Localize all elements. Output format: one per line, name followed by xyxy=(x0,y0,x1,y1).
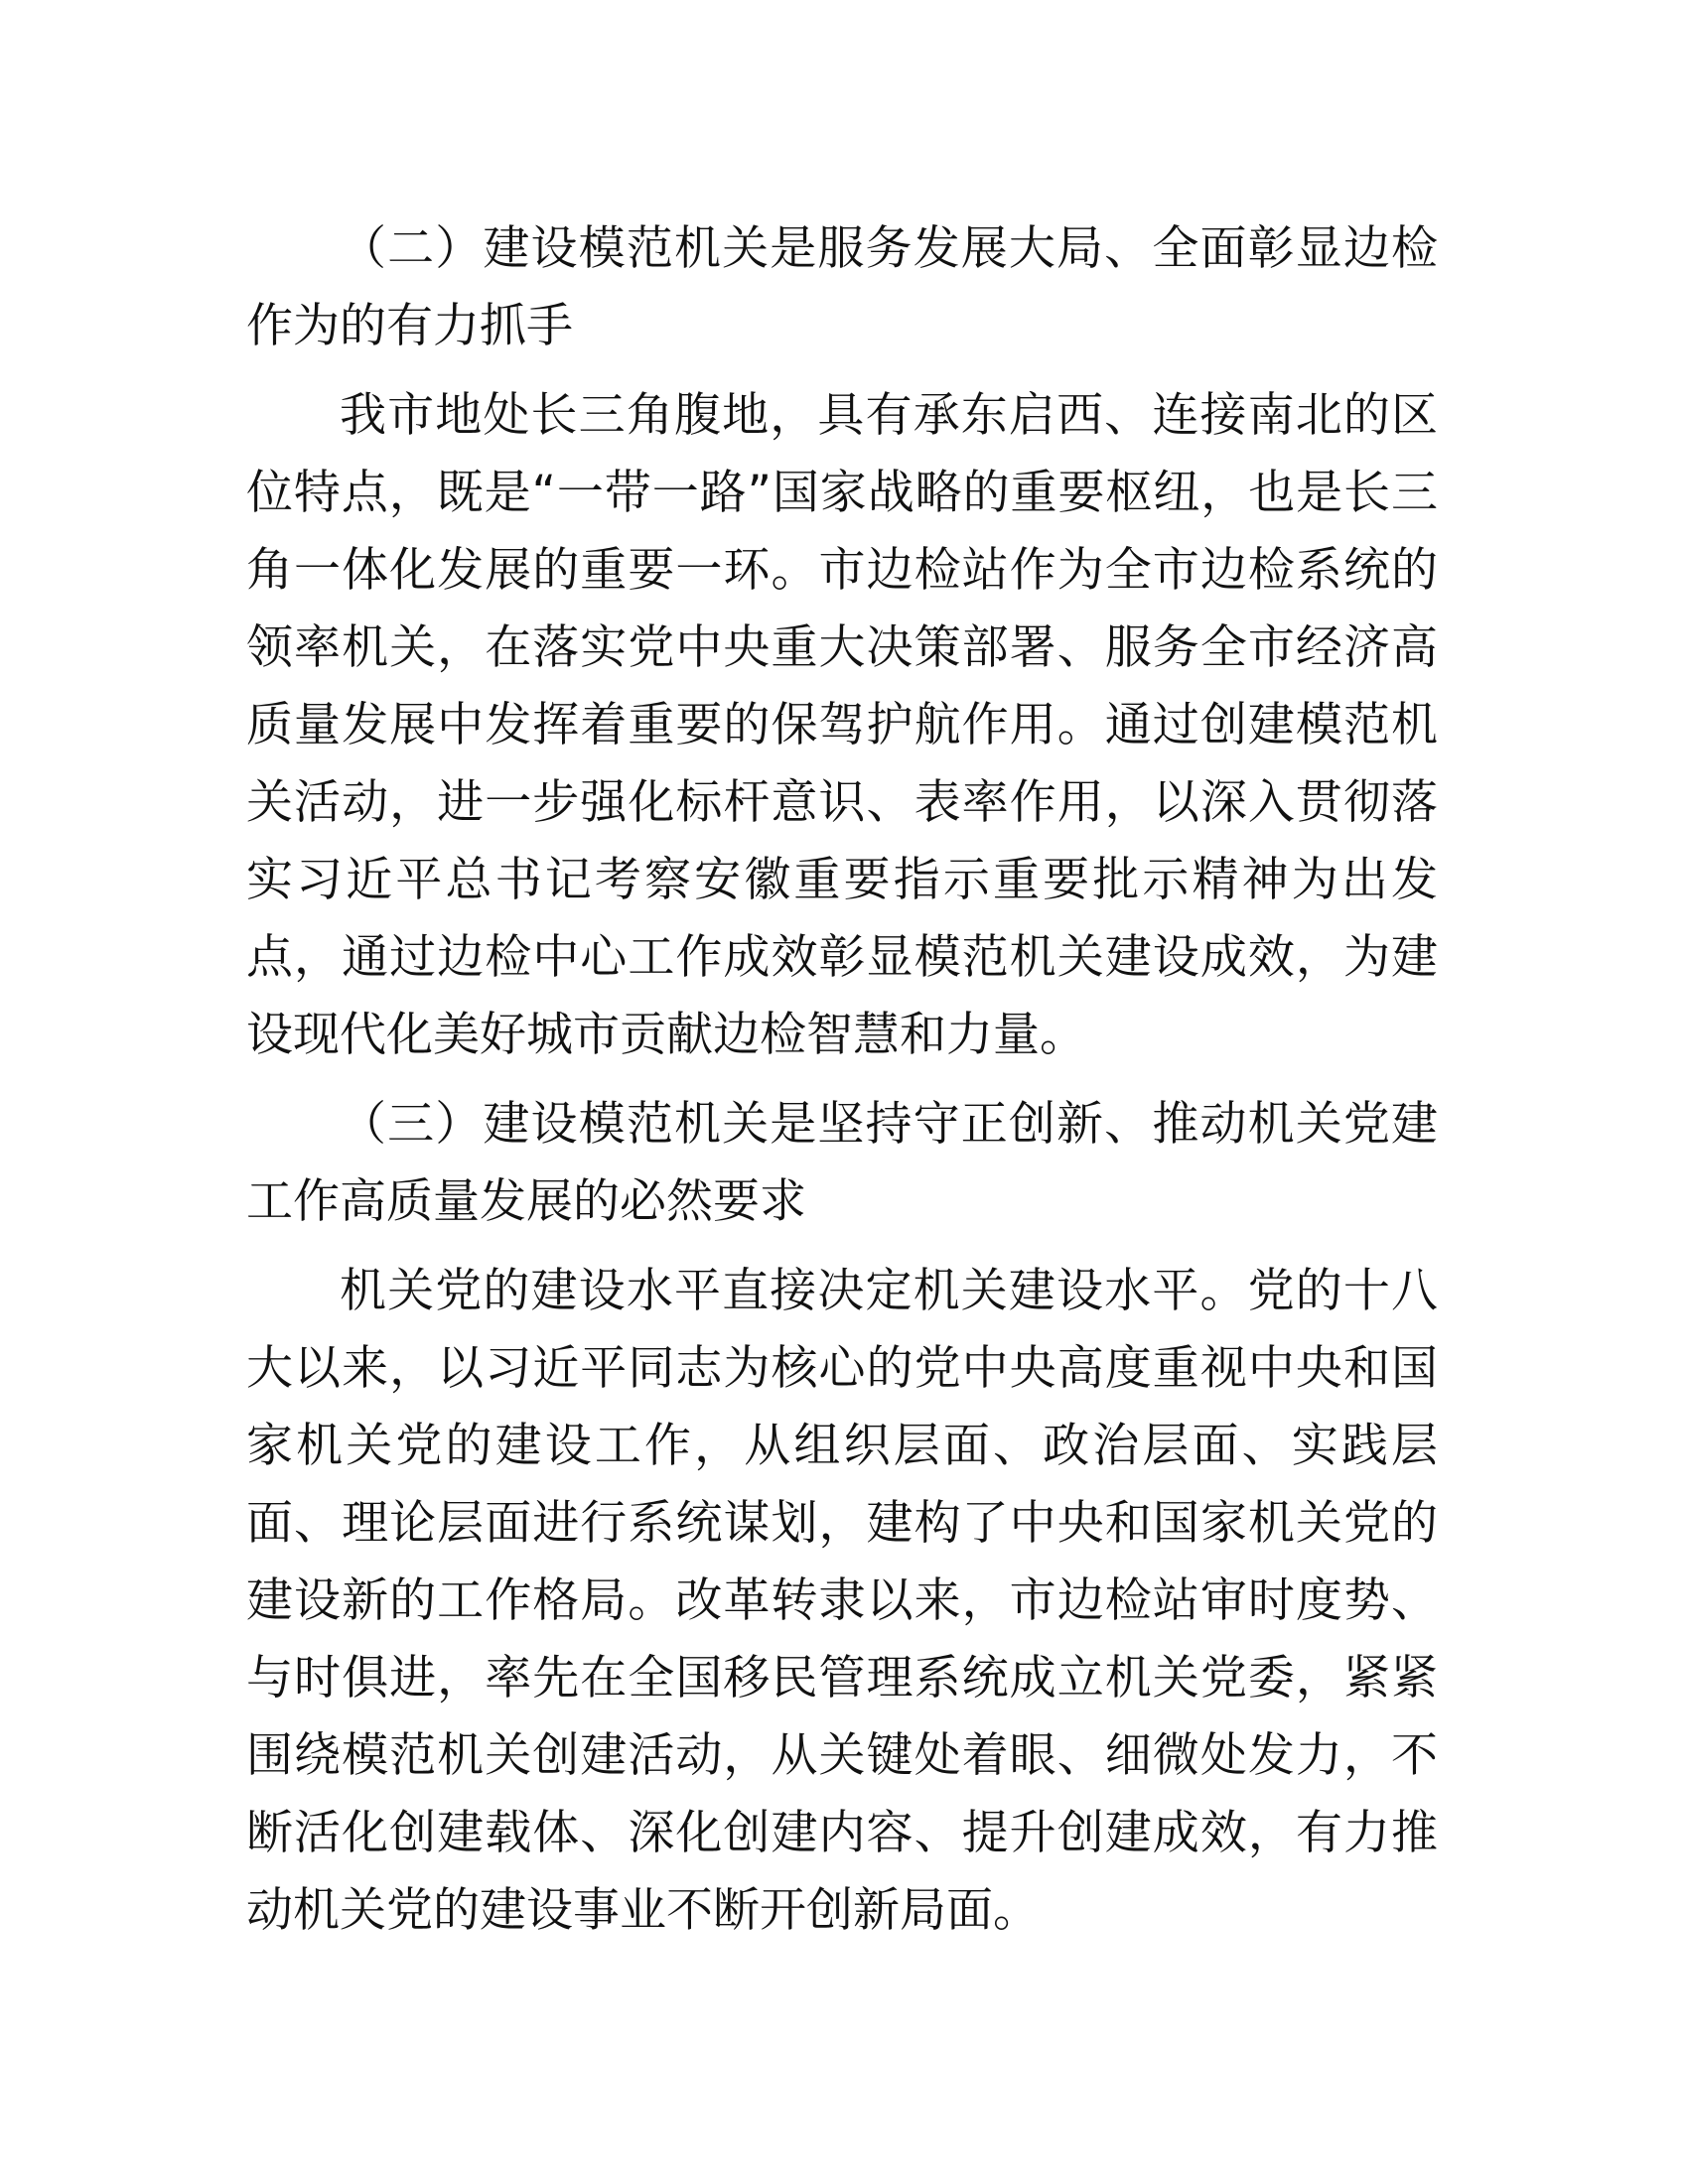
body-paragraph-1: 我市地处长三角腹地，具有承东启西、连接南北的区位特点，既是“一带一路”国家战略的重要枢纽，也是长三角一体化发展的重要一环。市边检站作为全市边检系统的领率机关，在落实党中央重大决策部署、服务全市经济高质量发展中发挥着重要的保驾护航作用。通过创建模范机关活动，进一步强化标杆意识、表率作用，以深入贯彻落实习近平总书记考察安徽重要指示重要批示精神为出发点，通过边检中心工作成效彰显模范机关建设成效，为建设现代化美好城市贡献边检智慧和力量。 xyxy=(246,388,1438,1062)
body-paragraph-2: 机关党的建设水平直接决定机关建设水平。党的十八大以来，以习近平同志为核心的党中央高度重视中央和国家机关党的建设工作，从组织层面、政治层面、实践层面、理论层面进行系统谋划，建构了中央和国家机关党的建设新的工作格局。改革转隶以来，市边检站审时度势、与时俱进，率先在全国移民管理系统成立机关党委，紧紧围绕模范机关创建活动，从关键处着眼、细微处发力，不断活化创建载体、深化创建内容、提升创建成效，有力推动机关党的建设事业不断开创新局面。 xyxy=(246,1264,1438,1938)
document-page xyxy=(246,210,1438,1962)
section-heading-2: （二）建设模范机关是服务发展大局、全面彰显边检作为的有力抓手 xyxy=(246,221,1438,353)
section-heading-3: （三）建设模范机关是坚持守正创新、推动机关党建工作高质量发展的必然要求 xyxy=(246,1097,1438,1229)
